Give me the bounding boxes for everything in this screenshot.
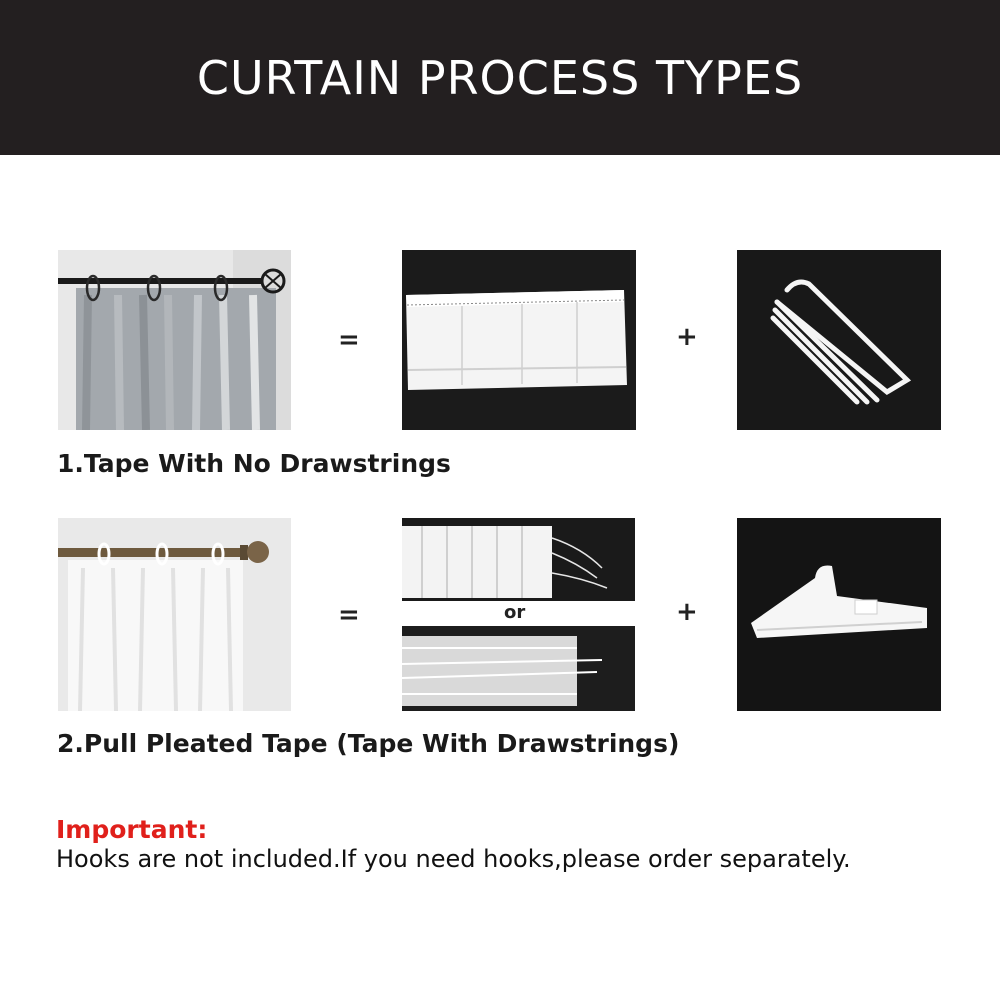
header-banner: [0, 0, 1000, 155]
page-title: CURTAIN PROCESS TYPES: [196, 50, 804, 105]
row2-curtain-image: [58, 518, 291, 711]
or-label: or: [504, 602, 526, 623]
row1-plus-sign: +: [676, 322, 698, 352]
row2-plus-sign: +: [676, 597, 698, 627]
row1-hook-image: [737, 250, 941, 430]
row2-equals-sign: =: [338, 600, 360, 630]
row2-hook-image: [737, 518, 941, 711]
row2-tape-a-image: [402, 518, 635, 601]
important-label: Important:: [56, 815, 208, 844]
row1-caption: 1.Tape With No Drawstrings: [57, 449, 451, 478]
row1-curtain-image: [58, 250, 291, 430]
row1-equals-sign: =: [338, 325, 360, 355]
row2-caption: 2.Pull Pleated Tape (Tape With Drawstrings): [57, 729, 680, 758]
row1-tape-image: [402, 250, 636, 430]
row2-tape-b-image: [402, 626, 635, 711]
hooks-notice-text: Hooks are not included.If you need hooks,please order separately.: [56, 845, 851, 873]
